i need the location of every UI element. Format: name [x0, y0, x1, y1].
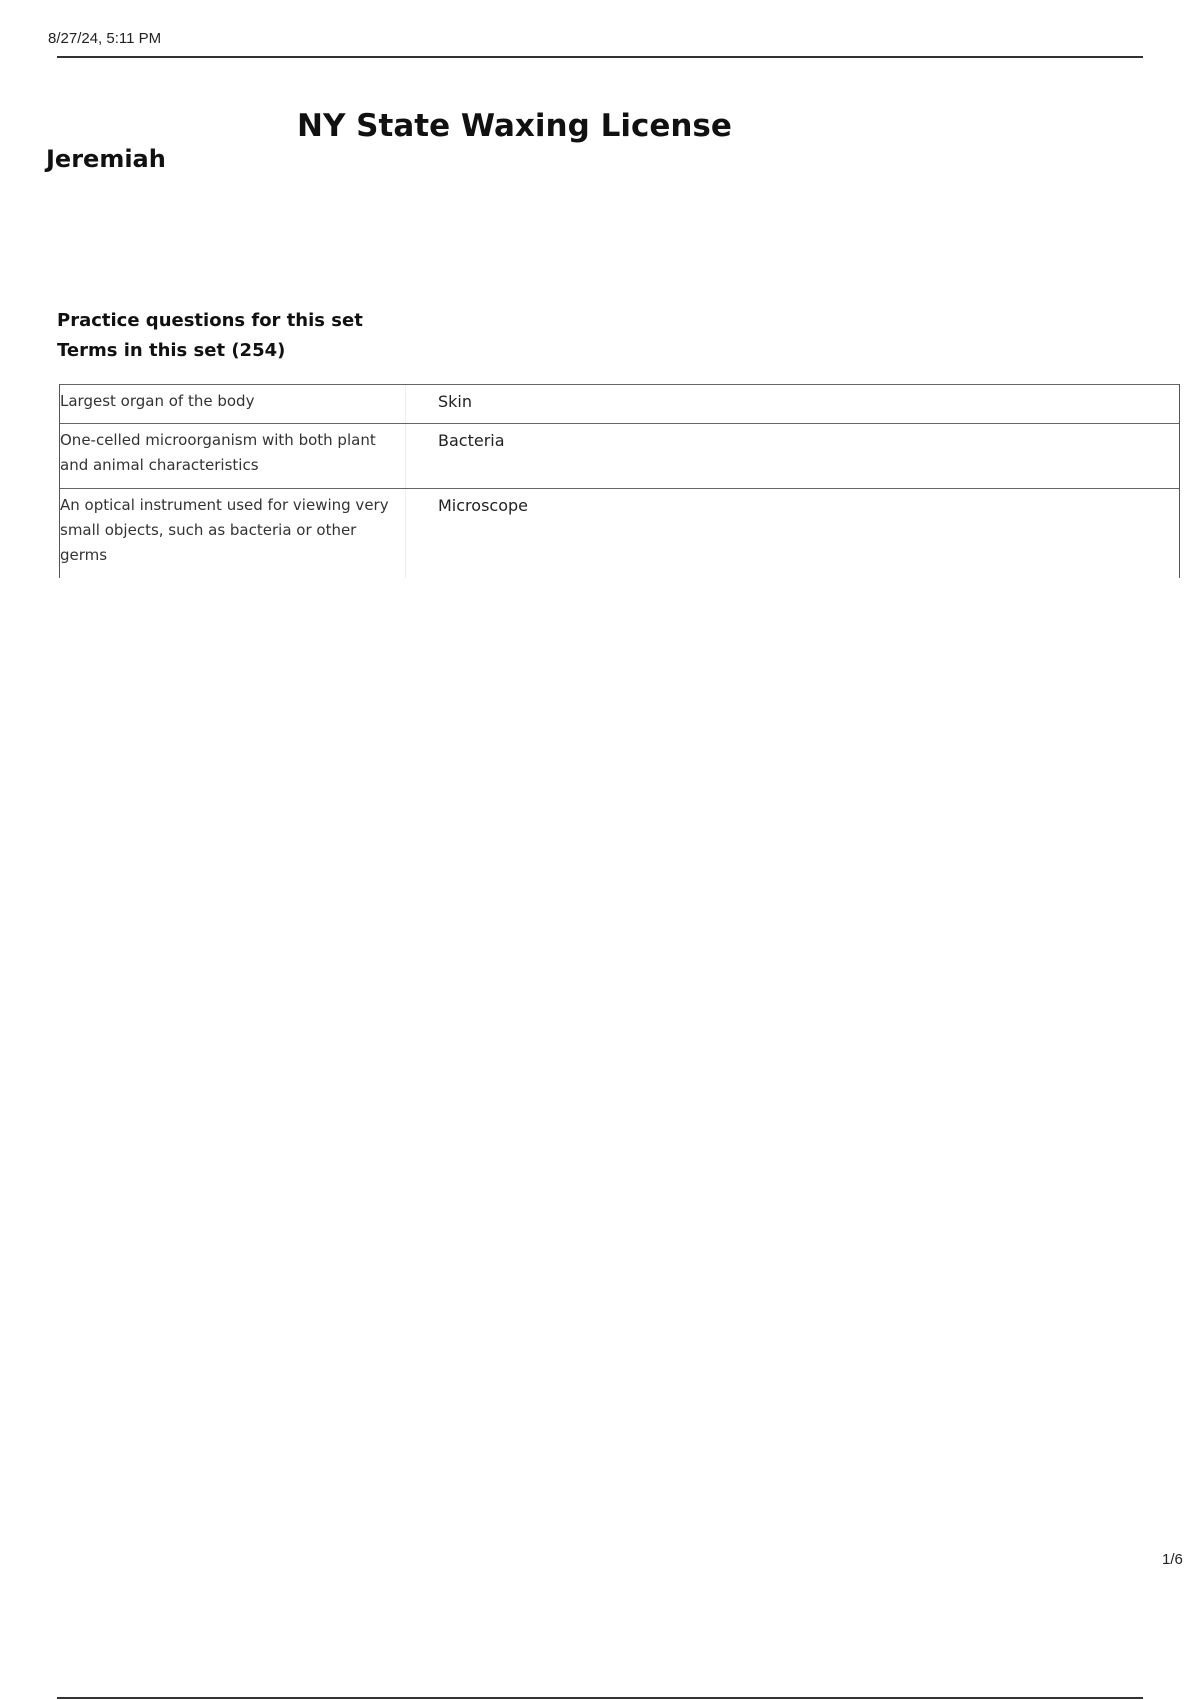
definition-cell: Microscope	[438, 496, 528, 515]
terms-table	[59, 384, 1180, 578]
table-row	[60, 488, 1179, 578]
term-cell: One-celled microorganism with both plant and animal characteristics	[60, 424, 406, 488]
terms-count-heading: Terms in this set (254)	[57, 340, 286, 361]
author-name: Jeremiah	[46, 145, 166, 173]
term-cell: An optical instrument used for viewing very small objects, such as bacteria or other germs	[60, 489, 406, 578]
print-timestamp: 8/27/24, 5:11 PM	[48, 30, 162, 47]
term-cell: Largest organ of the body	[60, 385, 406, 423]
page-number: 1/6	[1162, 1551, 1183, 1568]
table-row	[60, 384, 1179, 423]
document-title: NY State Waxing License	[297, 108, 732, 144]
header-divider	[57, 56, 1143, 58]
practice-questions-heading: Practice questions for this set	[57, 310, 363, 331]
footer-divider	[57, 1697, 1143, 1699]
definition-cell: Bacteria	[438, 431, 505, 450]
definition-cell: Skin	[438, 392, 473, 411]
table-row	[60, 423, 1179, 488]
